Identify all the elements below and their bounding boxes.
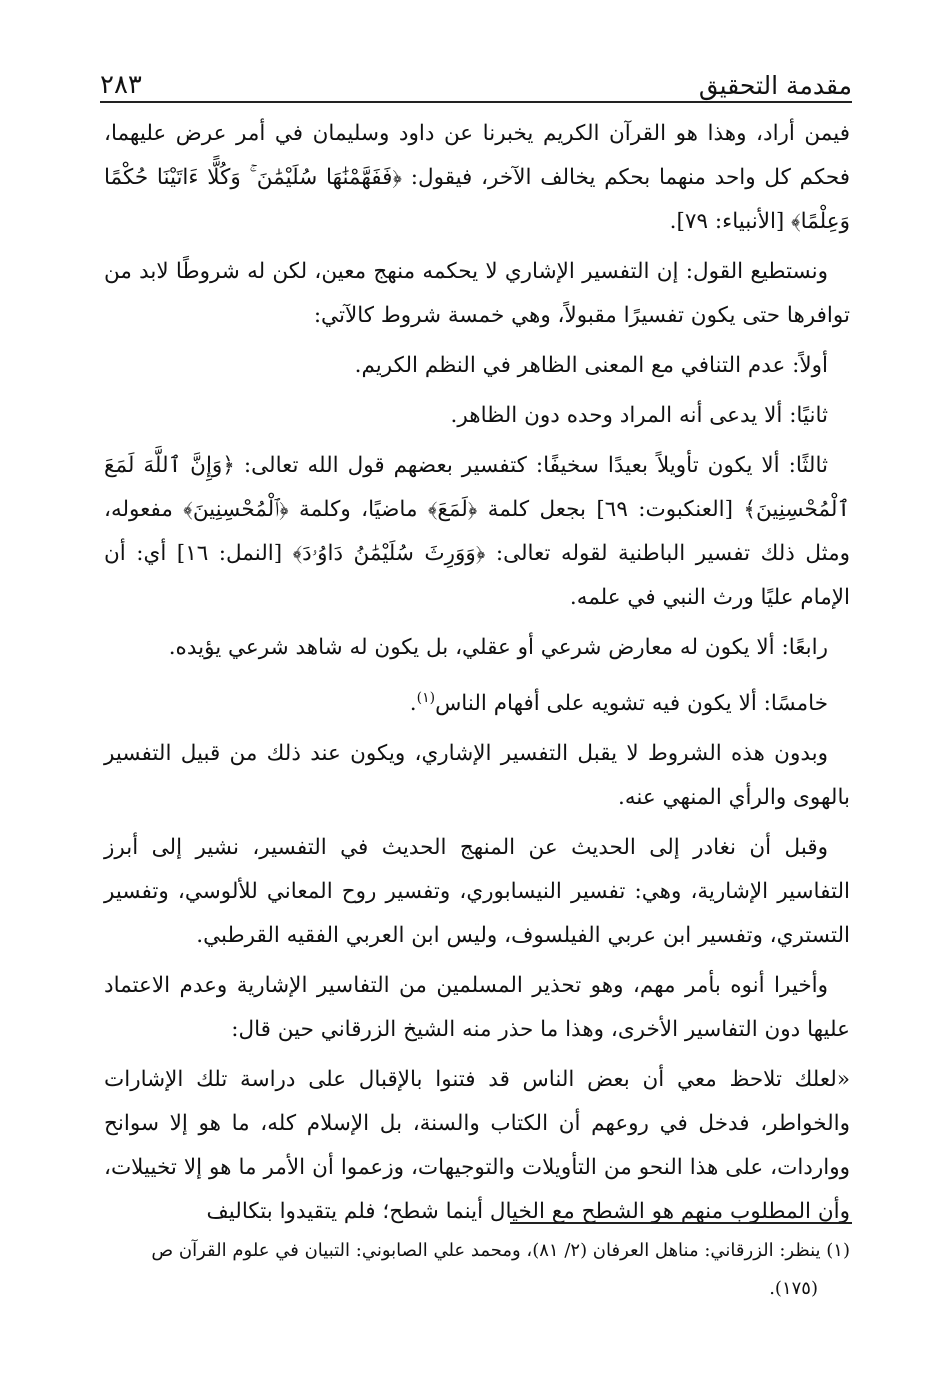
condition-5 — [104, 676, 850, 726]
header-title: مقدمة التحقيق — [698, 71, 852, 100]
main-text — [104, 112, 850, 1240]
footnote-rule — [510, 1222, 852, 1224]
quotation: «لعلك تلاحظ معي أن بعض الناس قد فتنوا بالإقبال على دراسة تلك الإشارات والخواطر، فدخل في روعهم أن الكتاب والسنة، بل الإسلام كله، ما هو إلا سوانح وواردات، على هذا النحو من التأويلات والتوجيهات، وزعموا أن الأمر ما هو إلا تخييلات، وأن المطلوب منهم هو الشطح مع الخيال أينما شطح؛ فلم يتقيدوا بتكاليف — [104, 1067, 850, 1225]
running-header — [100, 60, 852, 100]
paragraph: وأخيرا أنوه بأمر مهم، وهو تحذير المسلمين من التفاسير الإشارية وعدم الاعتماد عليها دون التفاسير الأخرى، وهذا ما حذر منه الشيخ الزرقاني حين قال: — [104, 973, 850, 1043]
condition-3: ثالثًا: ألا يكون تأويلاً بعيدًا سخيفًا: كتفسير بعضهم قول الله تعالى: ﴿وَإِنَّ ٱللَّهَ لَمَعَ ٱلْمُحْسِنِينَ﴾ [العنكبوت: ٦٩] بجعل كلمة ﴿لَمَعَ﴾ ماضيًا، وكلمة ﴿ٱلْمُحْسِنِينَ﴾ مفعوله، ومثل ذلك تفسير الباطنية لقوله تعالى: ﴿وَوَرِثَ سُلَيْمَٰنُ دَاوُۥدَ﴾ [النمل: ١٦] أي: أن الإمام عليًا ورث النبي في علمه. — [104, 453, 851, 610]
header-rule — [100, 101, 852, 103]
condition-4: رابعًا: ألا يكون له معارض شرعي أو عقلي، بل يكون له شاهد شرعي يؤيده. — [168, 635, 828, 660]
footnote-line-1: (١) ينظر: الزرقاني: مناهل العرفان (٢/ ٨١)، ومحمد علي الصابوني: التبيان في علوم القرآن ص — [151, 1240, 850, 1261]
footnote-line-2: (١٧٥). — [769, 1278, 818, 1299]
footnote — [104, 1232, 850, 1308]
paragraph: وبدون هذه الشروط لا يقبل التفسير الإشاري، ويكون عند ذلك من قبيل التفسير بالهوى والرأي المنهي عنه. — [104, 741, 850, 811]
paragraph: فيمن أراد، وهذا هو القرآن الكريم يخبرنا عن داود وسليمان في أمر عرض عليهما، فحكم كل واحد منهما بحكم يخالف الآخر، فيقول: ﴿فَفَهَّمْنَٰهَا سُلَيْمَٰنَ ۚ وَكُلًّا ءَاتَيْنَا حُكْمًا وَعِلْمًا﴾ [الأنبياء: ٧٩]. — [104, 121, 850, 234]
paragraph: وقبل أن نغادر إلى الحديث عن المنهج الحديث في التفسير، نشير إلى أبرز التفاسير الإشارية، وهي: تفسير النيسابوري، وتفسير روح المعاني للألوسي، وتفسير التستري، وتفسير ابن عربي الفيلسوف، وليس ابن العربي الفقيه القرطبي. — [104, 835, 850, 949]
condition-2: ثانيًا: ألا يدعى أنه المراد وحده دون الظاهر. — [450, 403, 828, 428]
condition-5-text: خامسًا: ألا يكون فيه تشويه على أفهام الناس — [435, 691, 828, 717]
condition-1: أولاً: عدم التنافي مع المعنى الظاهر في النظم الكريم. — [354, 353, 828, 378]
condition-5-tail: . — [409, 691, 417, 717]
footnote-reference[interactable]: (١) — [416, 690, 436, 706]
paragraph: ونستطيع القول: إن التفسير الإشاري لا يحكمه منهج معين، لكن له شروطًا لابد من توافرها حتى يكون تفسيرًا مقبولاً، وهي خمسة شروط كالآتي: — [104, 259, 850, 328]
page-number: ٢٨٣ — [100, 70, 142, 100]
